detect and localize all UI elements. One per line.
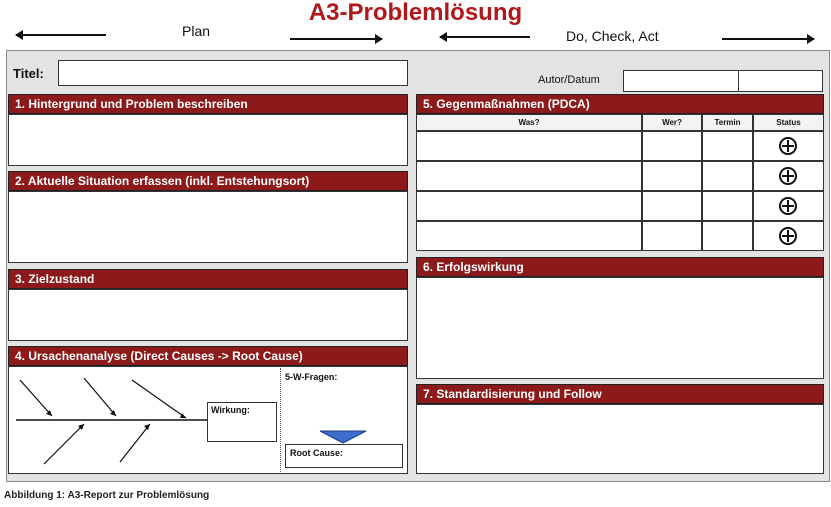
table-row-3-status[interactable] [753, 191, 824, 221]
pdca-status-icon[interactable] [779, 167, 797, 185]
pdca-status-icon[interactable] [779, 197, 797, 215]
cause-bone-lower-2 [120, 424, 150, 462]
table-row-2-wer[interactable] [642, 161, 702, 191]
document-title: A3-Problemlösung [308, 0, 523, 26]
root-cause-label: Root Cause: [290, 448, 344, 458]
section-6-header: 6. Erfolgswirkung [416, 257, 824, 277]
title-label: Titel: [13, 66, 44, 81]
table-row-2-was[interactable] [416, 161, 642, 191]
table-row-1-termin[interactable] [702, 131, 753, 161]
table-row-1-was[interactable] [416, 131, 642, 161]
table-row-2-status[interactable] [753, 161, 824, 191]
figure-caption: Abbildung 1: A3-Report zur Problemlösung [4, 490, 210, 501]
section-7-content[interactable] [416, 404, 824, 474]
section-7-header: 7. Standardisierung und Follow [416, 384, 824, 404]
pdca-status-icon[interactable] [779, 137, 797, 155]
table-row-4-status[interactable] [753, 221, 824, 251]
section-6-content[interactable] [416, 277, 824, 379]
column-header-status: Status [753, 114, 824, 131]
analysis-divider [280, 368, 281, 472]
arrowhead-lower-2 [144, 424, 150, 430]
section-2-header: 2. Aktuelle Situation erfassen (inkl. Entstehungsort) [8, 171, 408, 191]
date-input[interactable] [738, 70, 823, 92]
dca-right-arrow-icon [722, 38, 814, 40]
section-3-content[interactable] [8, 289, 408, 341]
table-row-2-termin[interactable] [702, 161, 753, 191]
author-input[interactable] [623, 70, 739, 92]
table-row-1-status[interactable] [753, 131, 824, 161]
dca-phase-label: Do, Check, Act [566, 28, 659, 44]
plan-right-arrow-icon [290, 38, 382, 40]
root-cause-down-arrow-icon [318, 430, 368, 444]
section-1-content[interactable] [8, 114, 408, 166]
cause-bone-upper-3 [132, 380, 186, 418]
table-row-4-was[interactable] [416, 221, 642, 251]
section-2-content[interactable] [8, 191, 408, 263]
plan-left-arrow-icon [16, 34, 106, 36]
measures-table [416, 114, 824, 251]
table-row-3-termin[interactable] [702, 191, 753, 221]
pdca-status-icon[interactable] [779, 227, 797, 245]
table-row-1-wer[interactable] [642, 131, 702, 161]
section-1-header: 1. Hintergrund und Problem beschreiben [8, 94, 408, 114]
arrowhead-upper-2 [110, 410, 116, 416]
section-4-header: 4. Ursachenanalyse (Direct Causes -> Root Cause) [8, 346, 408, 366]
column-header-was: Was? [416, 114, 642, 131]
cause-bone-upper-1 [20, 380, 52, 416]
plan-phase-label: Plan [182, 23, 211, 39]
table-row-4-wer[interactable] [642, 221, 702, 251]
five-w-questions-label: 5-W-Fragen: [285, 372, 338, 382]
cause-bone-upper-2 [84, 378, 116, 416]
table-row-4-termin[interactable] [702, 221, 753, 251]
section-5-header: 5. Gegenmaßnahmen (PDCA) [416, 94, 824, 114]
dca-left-arrow-icon [440, 36, 530, 38]
cause-bone-lower-1 [44, 424, 84, 464]
column-header-wer: Wer? [642, 114, 702, 131]
author-date-label: Autor/Datum [538, 74, 600, 86]
title-input[interactable] [58, 60, 408, 86]
column-header-termin: Termin [702, 114, 753, 131]
table-row-3-wer[interactable] [642, 191, 702, 221]
section-3-header: 3. Zielzustand [8, 269, 408, 289]
table-row-3-was[interactable] [416, 191, 642, 221]
effect-label: Wirkung: [211, 405, 250, 415]
